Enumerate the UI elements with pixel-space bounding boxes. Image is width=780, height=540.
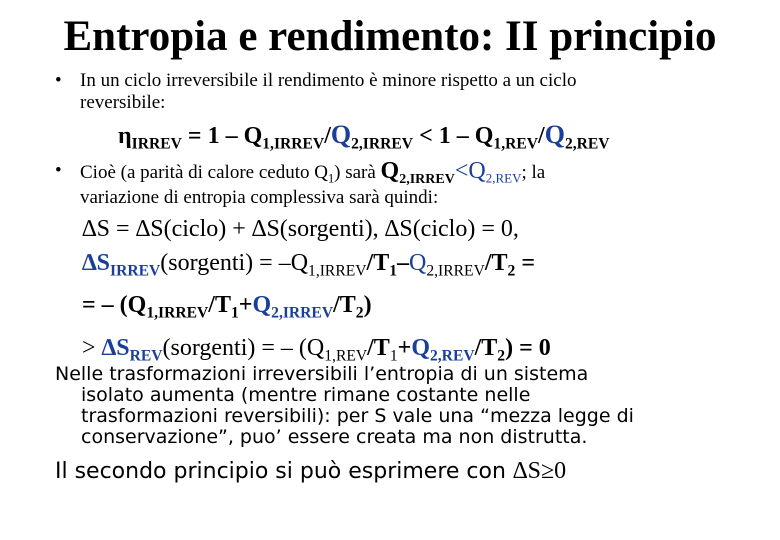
l3-e: ) [363, 292, 372, 319]
l2-q1sub: 1,IRREV [308, 262, 367, 280]
l4-c: /T [367, 334, 390, 361]
l4-t2sub: 2 [497, 347, 506, 365]
l4-ds: ∆S [101, 334, 130, 361]
l2-d: /T [484, 250, 508, 276]
paragraph-line4: conservazione”, puo’ essere creata ma non distrutta. [81, 426, 588, 448]
b2-part2: ) sarà [334, 162, 381, 183]
l4-q2: Q [411, 334, 430, 361]
l2-b: /T [366, 250, 390, 276]
l2-sub: IRREV [110, 262, 161, 280]
conclusion-text: Il secondo principio si può esprimere con [55, 459, 513, 484]
eq1-q2rev-sub: 2,REV [564, 135, 610, 153]
l3-q2sub: 2,IRREV [271, 304, 334, 322]
b2-q2irr-sub: 2,IRREV [399, 171, 455, 187]
b2-part3: ; la [521, 162, 546, 183]
l2-a: (sorgenti) = –Q [160, 250, 309, 276]
conclusion [55, 458, 566, 485]
l3-t1sub: 1 [230, 304, 239, 322]
entropy-equations [82, 212, 551, 373]
eq1-q2: Q [330, 120, 352, 149]
l2-t1sub: 1 [389, 262, 398, 280]
l2-ds: ∆S [82, 250, 111, 276]
entropy-eq-line3 [82, 288, 551, 330]
bullet-2-line2: variazione di entropia complessiva sarà quindi: [80, 186, 439, 208]
bullet-1-text [80, 70, 576, 114]
b2-q2rev: Q [468, 158, 486, 184]
b2-lt: < [454, 158, 469, 184]
eq1-q1rev-sub: 1,REV [493, 135, 539, 153]
entropy-eq-line2 [82, 246, 551, 288]
eq1-slash2: / [538, 123, 545, 149]
b2-q1-sub: 1 [327, 171, 335, 186]
bullet-1-line1: In un ciclo irreversibile il rendimento è minore rispetto a un ciclo [80, 70, 577, 91]
l4-q2sub: 2,REV [429, 347, 475, 365]
l3-b: /T [208, 292, 231, 319]
l2-q2sub: 2,IRREV [426, 262, 485, 280]
eq1-middle: < 1 – Q [413, 123, 494, 149]
l4-q1sub: 1,REV [324, 347, 368, 365]
b2-part1: Cioè (a parità di calore ceduto Q [80, 162, 328, 183]
l3-d: /T [333, 292, 356, 319]
l4-sub: REV [129, 347, 163, 365]
paragraph-line1: Nelle trasformazioni irreversibili l’entropia di un sistema [55, 363, 589, 385]
l2-e: = [515, 250, 536, 276]
eq1-part1: = 1 – Q [181, 123, 263, 149]
l4-t1sub: 1 [389, 347, 398, 365]
l4-e: /T [474, 334, 498, 361]
l2-q2: Q [409, 250, 427, 276]
explanation-paragraph [55, 364, 634, 448]
eq1-q2rev: Q [544, 120, 565, 149]
efficiency-inequality [118, 118, 610, 161]
l4-a: > [82, 334, 102, 361]
b2-q2irr: Q [380, 158, 400, 184]
bullet-dot-2: • [55, 160, 62, 181]
bullet-2-text [80, 160, 545, 209]
l2-c: – [397, 250, 410, 276]
eq1-q2-sub: 2,IRREV [351, 135, 414, 153]
l3-q2: Q [252, 292, 272, 319]
paragraph-line2: isolato aumenta (mentre rimane costante nelle [81, 384, 531, 406]
slide-title: Entropia e rendimento: II principio [63, 13, 717, 60]
l2-t2sub: 2 [507, 262, 516, 280]
b2-q2rev-sub: 2,REV [485, 170, 522, 186]
entropy-eq-line1: ∆S = ∆S(ciclo) + ∆S(sorgenti), ∆S(ciclo) = 0, [82, 216, 519, 242]
bullet-dot-1: • [55, 70, 62, 91]
eq1-slash1: / [324, 123, 331, 149]
eta-symbol: η [118, 123, 132, 149]
l4-b: (sorgenti) = – (Q [162, 334, 325, 361]
l3-t2sub: 2 [355, 304, 364, 322]
l3-c: + [238, 292, 253, 319]
l4-d: + [397, 334, 412, 361]
l3-a: = – (Q [82, 292, 147, 319]
l3-q1sub: 1,IRREV [146, 304, 209, 322]
l4-f: ) = 0 [505, 334, 551, 361]
eq1-q1-sub: 1,IRREV [262, 135, 325, 153]
conclusion-formula: ∆S≥0 [512, 458, 567, 484]
eta-subscript: IRREV [131, 135, 182, 153]
bullet-1-line2: reversibile: [80, 92, 166, 113]
paragraph-line3: trasformazioni reversibili): per S vale una “mezza legge di [81, 405, 634, 427]
